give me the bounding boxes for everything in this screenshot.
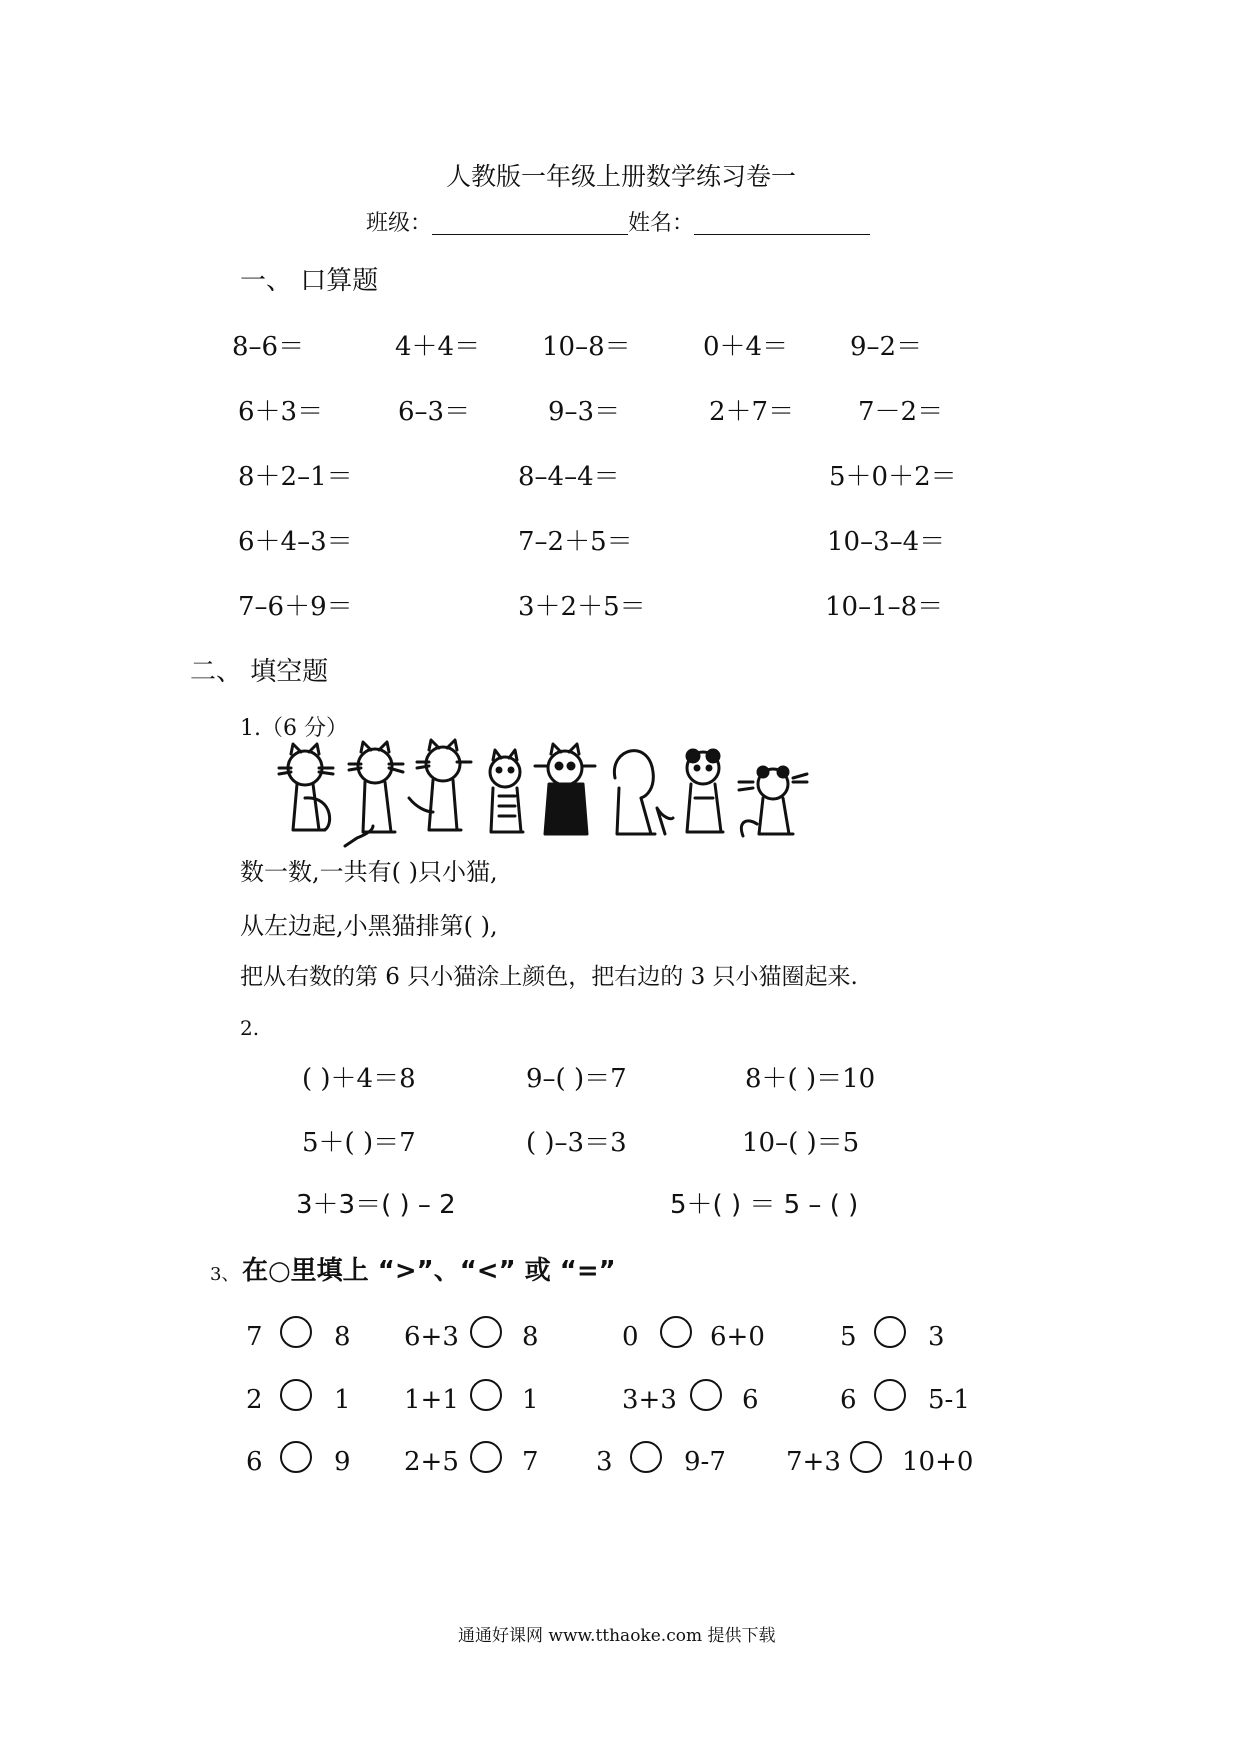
page-title: 人教版一年级上册数学练习卷一 bbox=[446, 162, 797, 191]
compare-left: 5 bbox=[840, 1322, 857, 1352]
compare-right: 8 bbox=[522, 1322, 539, 1352]
compare-right: 10+0 bbox=[902, 1447, 974, 1477]
calc-item: 4＋4＝ bbox=[395, 332, 481, 362]
calc-item: 7–2＋5＝ bbox=[518, 527, 633, 557]
compare-right: 5-1 bbox=[928, 1385, 970, 1415]
compare-right: 6 bbox=[742, 1385, 759, 1415]
compare-right: 6+0 bbox=[710, 1322, 765, 1352]
compare-right: 8 bbox=[334, 1322, 351, 1352]
compare-left: 7+3 bbox=[786, 1447, 841, 1477]
calc-item: 5＋0＋2＝ bbox=[829, 462, 957, 492]
cat-2-icon bbox=[345, 742, 403, 846]
cat-1-icon bbox=[279, 744, 333, 830]
cat-7-icon bbox=[687, 750, 723, 832]
cat-8-icon bbox=[739, 767, 807, 836]
name-label: 姓名： bbox=[628, 211, 695, 236]
compare-left: 3 bbox=[596, 1447, 613, 1477]
calc-item: 8–6＝ bbox=[232, 332, 305, 362]
compare-right: 7 bbox=[522, 1447, 539, 1477]
compare-right: 3 bbox=[928, 1322, 945, 1352]
question-1-label: 1.（6 分） bbox=[240, 716, 348, 741]
section-1-heading: 一、 口算题 bbox=[240, 266, 379, 296]
calc-item: 10–8＝ bbox=[542, 332, 631, 362]
question-3-label: 在○里填上 “>”、“<” 或 “=” bbox=[242, 1256, 616, 1286]
compare-circle[interactable] bbox=[874, 1316, 906, 1348]
calc-item: 10–3–4＝ bbox=[827, 527, 946, 557]
compare-left: 0 bbox=[622, 1322, 639, 1352]
compare-circle[interactable] bbox=[874, 1379, 906, 1411]
compare-right: 9-7 bbox=[684, 1447, 726, 1477]
compare-left: 6+3 bbox=[404, 1322, 459, 1352]
compare-circle[interactable] bbox=[630, 1441, 662, 1473]
black-cat-icon bbox=[535, 744, 595, 834]
fill-blank-item: 3＋3＝( ) – 2 bbox=[296, 1190, 456, 1220]
compare-circle[interactable] bbox=[470, 1441, 502, 1473]
calc-item: 6＋4–3＝ bbox=[238, 527, 353, 557]
class-name-row bbox=[366, 213, 870, 235]
compare-right: 1 bbox=[522, 1385, 539, 1415]
name-field[interactable] bbox=[694, 214, 870, 235]
fill-blank-item: 8＋( )＝10 bbox=[745, 1064, 876, 1094]
class-label: 班级： bbox=[366, 211, 433, 236]
question-1-line-2: 从左边起,小黑猫排第( ), bbox=[240, 912, 498, 940]
calc-item: 8–4–4＝ bbox=[518, 462, 620, 492]
calc-item: 9–2＝ bbox=[850, 332, 923, 362]
calc-item: 8＋2–1＝ bbox=[238, 462, 353, 492]
cats-illustration bbox=[275, 738, 835, 850]
compare-circle[interactable] bbox=[850, 1441, 882, 1473]
compare-left: 3+3 bbox=[622, 1385, 677, 1415]
fill-blank-item: 5＋( )＝7 bbox=[302, 1128, 416, 1158]
class-field[interactable] bbox=[432, 214, 628, 235]
calc-item: 3＋2＋5＝ bbox=[518, 592, 646, 622]
fill-blank-item: ( )＋4＝8 bbox=[302, 1064, 416, 1094]
fill-blank-item: 10–( )＝5 bbox=[742, 1128, 860, 1158]
section-2-heading: 二、 填空题 bbox=[190, 657, 329, 687]
compare-circle[interactable] bbox=[280, 1441, 312, 1473]
question-3-prefix: 3、 bbox=[210, 1264, 240, 1285]
calc-item: 6–3＝ bbox=[398, 397, 471, 427]
compare-right: 1 bbox=[334, 1385, 351, 1415]
compare-left: 6 bbox=[840, 1385, 857, 1415]
cat-3-icon bbox=[409, 740, 471, 830]
compare-left: 6 bbox=[246, 1447, 263, 1477]
compare-circle[interactable] bbox=[690, 1379, 722, 1411]
cat-6-icon bbox=[614, 751, 673, 834]
calc-item: 0＋4＝ bbox=[703, 332, 789, 362]
calc-item: 6＋3＝ bbox=[238, 397, 324, 427]
calc-item: 2＋7＝ bbox=[709, 397, 795, 427]
calc-item: 9–3＝ bbox=[548, 397, 621, 427]
footer-text: 通通好课网 www.tthaoke.com 提供下载 bbox=[458, 1626, 776, 1646]
compare-right: 9 bbox=[334, 1447, 351, 1477]
question-1-line-3: 把从右数的第 6 只小猫涂上颜色，把右边的 3 只小猫圈起来. bbox=[240, 964, 858, 990]
compare-circle[interactable] bbox=[660, 1316, 692, 1348]
compare-circle[interactable] bbox=[470, 1379, 502, 1411]
calc-item: 7－2＝ bbox=[858, 397, 944, 427]
fill-blank-item: 5＋( ) ＝ 5 – ( ) bbox=[670, 1190, 859, 1220]
fill-blank-item: 9–( )＝7 bbox=[526, 1064, 627, 1094]
fill-blank-item: ( )–3＝3 bbox=[526, 1128, 627, 1158]
cat-4-icon bbox=[490, 750, 523, 832]
calc-item: 10–1–8＝ bbox=[825, 592, 944, 622]
calc-item: 7–6＋9＝ bbox=[238, 592, 353, 622]
compare-left: 2+5 bbox=[404, 1447, 459, 1477]
compare-circle[interactable] bbox=[470, 1316, 502, 1348]
compare-circle[interactable] bbox=[280, 1379, 312, 1411]
compare-left: 2 bbox=[246, 1385, 263, 1415]
compare-circle[interactable] bbox=[280, 1316, 312, 1348]
compare-left: 1+1 bbox=[404, 1385, 459, 1415]
question-2-label: 2. bbox=[240, 1016, 260, 1040]
compare-left: 7 bbox=[246, 1322, 263, 1352]
question-1-line-1: 数一数,一共有( )只小猫, bbox=[240, 858, 498, 886]
